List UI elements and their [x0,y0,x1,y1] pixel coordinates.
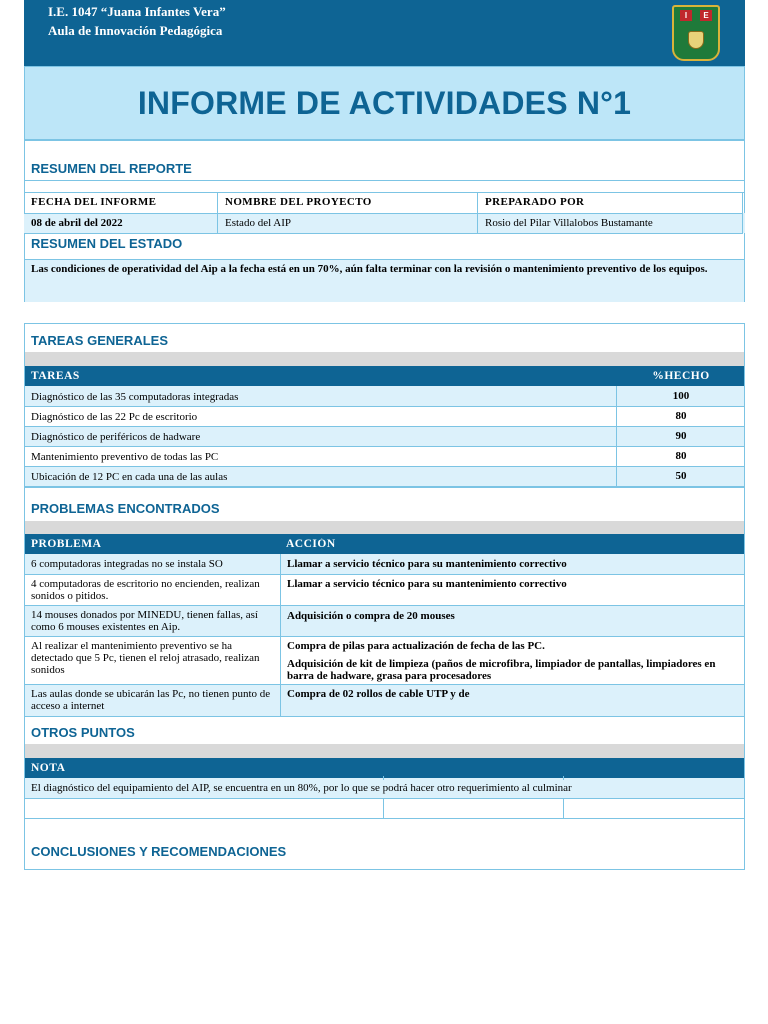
action-row: Llamar a servicio técnico para su mantenimiento correctivo [287,558,567,570]
other-heading: OTROS PUNTOS [31,725,135,740]
task-done: 100 [672,390,690,402]
col-project-name: NOMBRE DEL PROYECTO [225,196,372,208]
action-row: Adquisición o compra de 20 mouses [287,610,455,622]
status-summary-heading: RESUMEN DEL ESTADO [31,236,183,251]
status-summary-text: Las condiciones de operatividad del Aip a la fecha está en un 70%, aún falta terminar con la revisión o mantenimiento preventivo de los equipos. [25,260,744,302]
problem-row: Al realizar el mantenimiento preventivo se ha detectado que 5 Pc, tienen el reloj atrasado, realizan sonidos [31,640,260,676]
page-title: INFORME DE ACTIVIDADES N°1 [137,84,632,121]
conclusions-heading: CONCLUSIONES Y RECOMENDACIONES [31,844,287,859]
action-row: Compra de pilas para actualización de fecha de las PC. [287,640,545,652]
action-row: Compra de 02 rollos de cable UTP y de [287,688,470,700]
col-prepared-by: PREPARADO POR [485,196,585,208]
task-done: 80 [675,450,687,462]
school-logo-icon: I E [672,5,720,61]
col-report-date: FECHA DEL INFORME [31,196,157,208]
task-row: Diagnóstico de las 35 computadoras integradas [31,391,239,403]
school-name: I.E. 1047 “Juana Infantes Vera” [48,4,226,19]
col-task: TAREAS [31,370,80,382]
department-name: Aula de Innovación Pedagógica [48,23,223,38]
tasks-heading: TAREAS GENERALES [31,333,168,348]
action-row: Llamar a servicio técnico para su mantenimiento correctivo [287,578,567,590]
project-name-value: Estado del AIP [225,217,291,229]
col-done: %HECHO [652,370,710,382]
task-done: 90 [675,430,687,442]
col-action: ACCIÓN [286,538,336,550]
task-done: 80 [675,410,687,422]
task-row: Ubicación de 12 PC en cada una de las aulas [31,471,228,483]
problem-row: 4 computadoras de escritorio no encienden, realizan sonidos o pitidos. [31,578,260,602]
report-date-value: 08 de abril del 2022 [31,217,123,229]
task-row: Diagnóstico de periféricos de hadware [31,431,201,443]
report-summary-heading: RESUMEN DEL REPORTE [31,161,192,176]
problem-row: Las aulas donde se ubicarán las Pc, no tienen punto de acceso a internet [31,688,271,712]
problem-row: 6 computadoras integradas no se instala SO [31,558,223,570]
problem-row: 14 mouses donados por MINEDU, tienen fallas, así como 6 mouses existentes en Aip. [31,609,258,633]
problems-heading: PROBLEMAS ENCONTRADOS [31,501,220,516]
col-note: NOTA [31,762,66,774]
task-row: Diagnóstico de las 22 Pc de escritorio [31,411,198,423]
action-row-extra: Adquisición de kit de limpieza (paños de microfibra, limpiador de pantallas, limpiadores en barra de hadware, grasa para procesadores [287,658,716,682]
report-title-box [24,66,745,140]
task-row: Mantenimiento preventivo de todas las PC [31,451,219,463]
task-done: 50 [675,470,687,482]
note-text: El diagnóstico del equipamiento del AIP, se encuentra en un 80%, por lo que se podrá hacer otro requerimiento al culminar [31,782,572,794]
prepared-by-value: Rosio del Pilar Villalobos Bustamante [485,217,653,229]
col-problem: PROBLEMA [31,538,102,550]
